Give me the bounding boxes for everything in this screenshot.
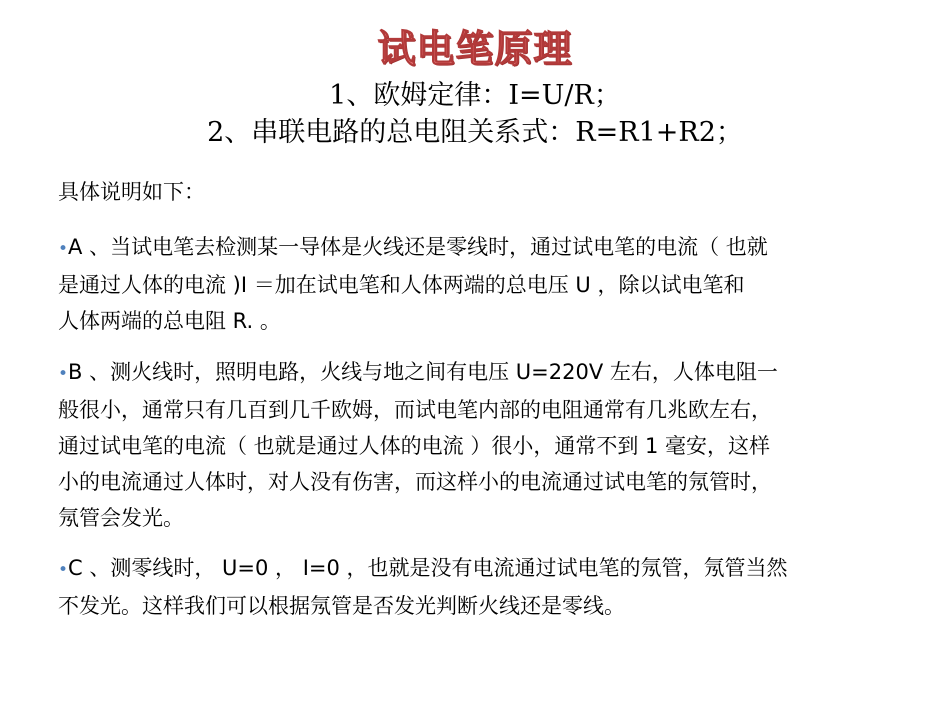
paragraph-line: 通过试电笔的电流（ 也就是通过人体的电流 ）很小，通常不到 1 毫安，这样: [58, 434, 771, 458]
slide-title: 试电笔原理: [377, 27, 573, 71]
intro-text: 具体说明如下：: [58, 180, 205, 204]
paragraph-line: [58, 354, 893, 392]
paragraph-line: 氖管会发光。: [58, 506, 184, 530]
paragraph-a: [58, 229, 893, 339]
paragraph-line: 不发光。这样我们可以根据氖管是否发光判断火线还是零线。: [58, 594, 625, 618]
paragraph-line: 般很小，通常只有几百到几千欧姆，而试电笔内部的电阻通常有几兆欧左右，: [58, 398, 772, 422]
bullet-icon: •: [58, 239, 69, 259]
paragraph-line: [58, 229, 893, 267]
formula-series-resistance: 2、串联电路的总电阻关系式：R=R1+R2；: [207, 117, 743, 148]
bullet-icon: •: [58, 364, 69, 384]
paragraph-text: C 、测零线时， U=0 ， I=0 ，也就是没有电流通过试电笔的氖管，氖管当然: [68, 556, 788, 580]
paragraph-b: [58, 354, 893, 536]
formula-ohms-law: 1、欧姆定律：I=U/R；: [329, 80, 621, 111]
paragraph-line: 小的电流通过人体时，对人没有伤害，而这样小的电流通过试电笔的氖管时，: [58, 470, 772, 494]
paragraph-line: 是通过人体的电流 )I ＝加在试电笔和人体两端的总电压 U ，除以试电笔和: [58, 273, 745, 297]
bullet-icon: •: [58, 560, 69, 580]
paragraph-c: [58, 550, 893, 624]
paragraph-text: B 、测火线时，照明电路，火线与地之间有电压 U=220V 左右，人体电阻一: [68, 360, 778, 384]
paragraph-line: 人体两端的总电阻 R. 。: [58, 309, 281, 333]
paragraph-text: A 、当试电笔去检测某一导体是火线还是零线时，通过试电笔的电流（ 也就: [68, 235, 768, 259]
paragraph-line: [58, 550, 893, 588]
